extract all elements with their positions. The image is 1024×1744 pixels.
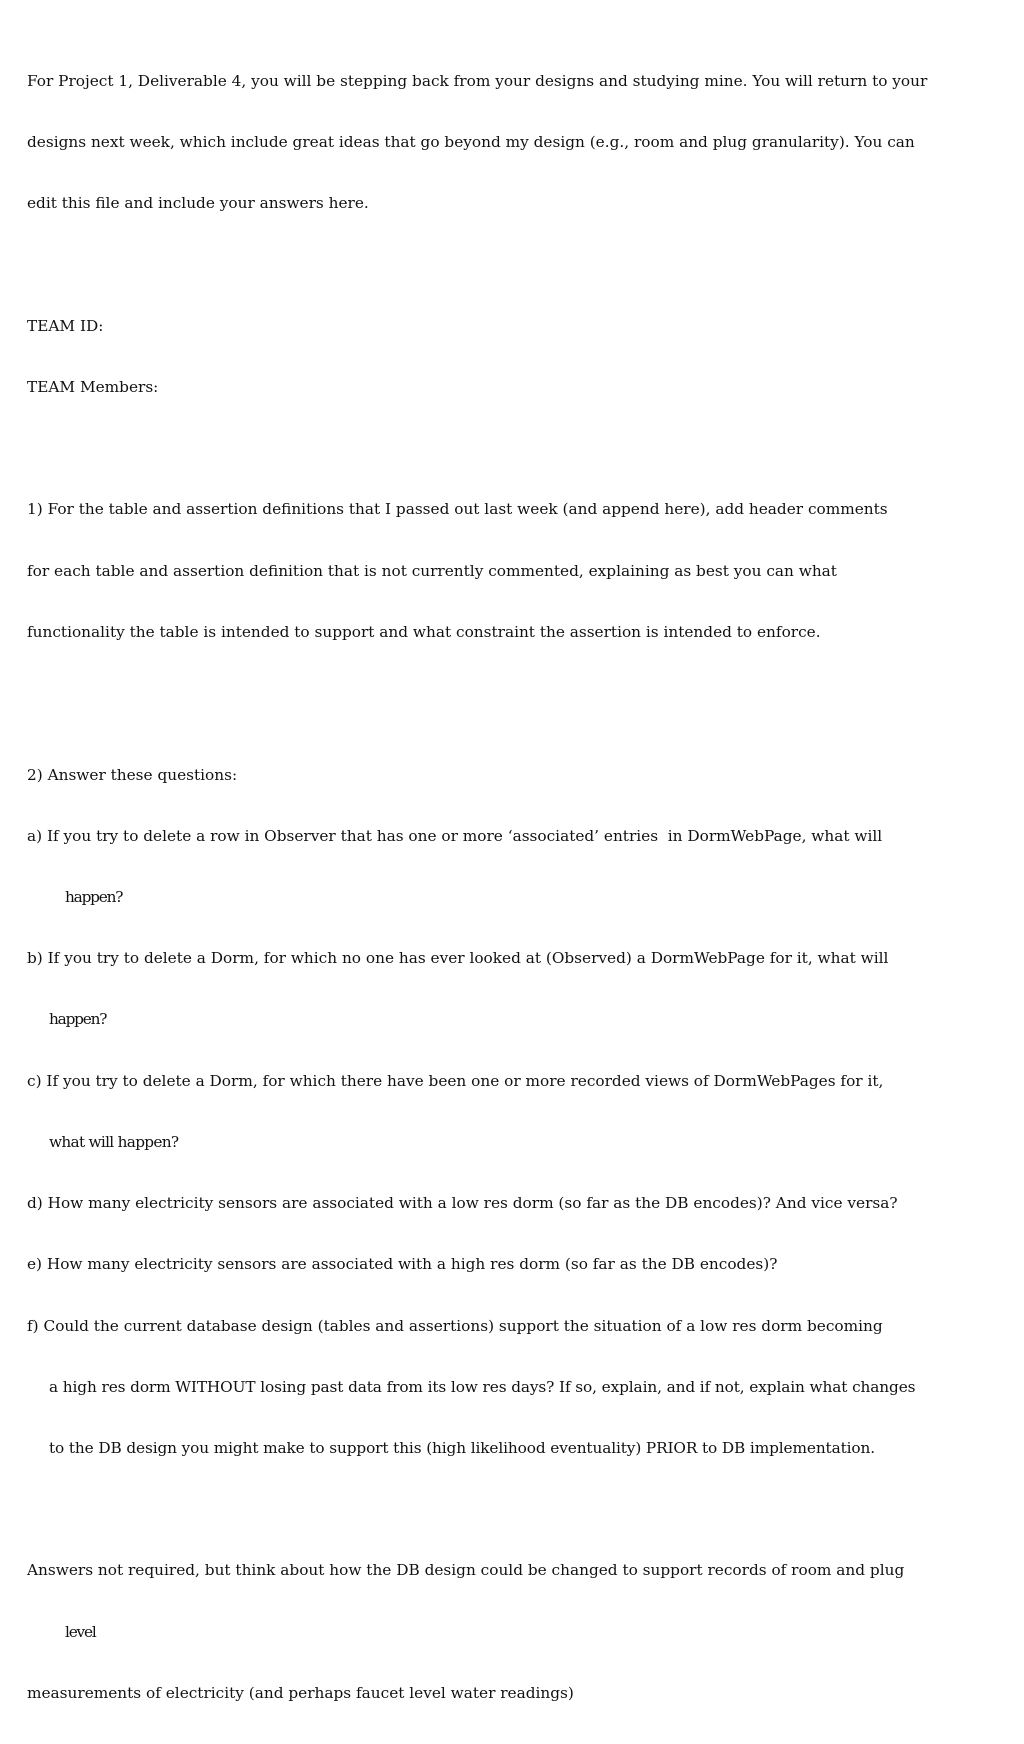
question-b-line-1: b) If you try to delete a Dorm, for which no one has ever looked at (Observed) a DormWebPage for it, what will bbox=[27, 949, 889, 968]
spacer bbox=[27, 254, 1004, 274]
closing-line-2: level bbox=[65, 1622, 96, 1641]
question-b-line-2: happen? bbox=[49, 1010, 107, 1029]
intro-paragraph bbox=[27, 30, 1004, 254]
question-c-line-2: what will happen? bbox=[49, 1132, 179, 1151]
task-1-paragraph bbox=[27, 459, 1004, 683]
question-a-line-1: a) If you try to delete a row in Observer that has one or more ‘associated’ entries in DormWebPage, what will bbox=[27, 826, 883, 845]
closing-paragraph bbox=[27, 1520, 1004, 1744]
spacer bbox=[27, 1499, 1004, 1519]
intro-line-1: For Project 1, Deliverable 4, you will be stepping back from your designs and studying mine. You will return to your bbox=[27, 71, 928, 90]
spacer bbox=[27, 438, 1004, 458]
task-1-line-3: functionality the table is intended to support and what constraint the assertion is intended to enforce. bbox=[27, 622, 821, 641]
question-f-line-2: a high res dorm WITHOUT losing past data from its low res days? If so, explain, and if not, explain what changes bbox=[49, 1377, 916, 1396]
question-f-line-1: f) Could the current database design (tables and assertions) support the situation of a low res dorm becoming bbox=[27, 1316, 883, 1335]
task-2-heading: 2) Answer these questions: bbox=[27, 765, 238, 784]
question-c-line-1: c) If you try to delete a Dorm, for which there have been one or more recorded views of DormWebPages for it, bbox=[27, 1071, 884, 1090]
question-e: e) How many electricity sensors are associated with a high res dorm (so far as the DB encodes)? bbox=[27, 1255, 778, 1274]
closing-line-1: Answers not required, but think about how the DB design could be changed to support records of room and plug bbox=[27, 1561, 905, 1580]
team-id-label: TEAM ID: bbox=[27, 316, 104, 335]
team-members-label: TEAM Members: bbox=[27, 377, 159, 396]
intro-line-2: designs next week, which include great ideas that go beyond my design (e.g., room and plug granularity). You can bbox=[27, 133, 915, 152]
question-a-line-2: happen? bbox=[65, 888, 123, 907]
question-f-line-3: to the DB design you might make to support this (high likelihood eventuality) PRIOR to DB implementation. bbox=[49, 1438, 875, 1457]
task-1-line-1: 1) For the table and assertion definitions that I passed out last week (and append here), add header comments bbox=[27, 500, 888, 519]
spacer bbox=[27, 683, 1004, 724]
intro-line-3: edit this file and include your answers here. bbox=[27, 194, 369, 213]
team-block bbox=[27, 275, 1004, 438]
task-1-line-2: for each table and assertion definition that is not currently commented, explaining as best you can what bbox=[27, 561, 837, 580]
task-2-questions bbox=[27, 724, 1004, 1499]
closing-line-3: measurements of electricity (and perhaps faucet level water readings) bbox=[27, 1683, 574, 1702]
question-d: d) How many electricity sensors are associated with a low res dorm (so far as the DB encodes)? And vice versa? bbox=[27, 1194, 898, 1213]
